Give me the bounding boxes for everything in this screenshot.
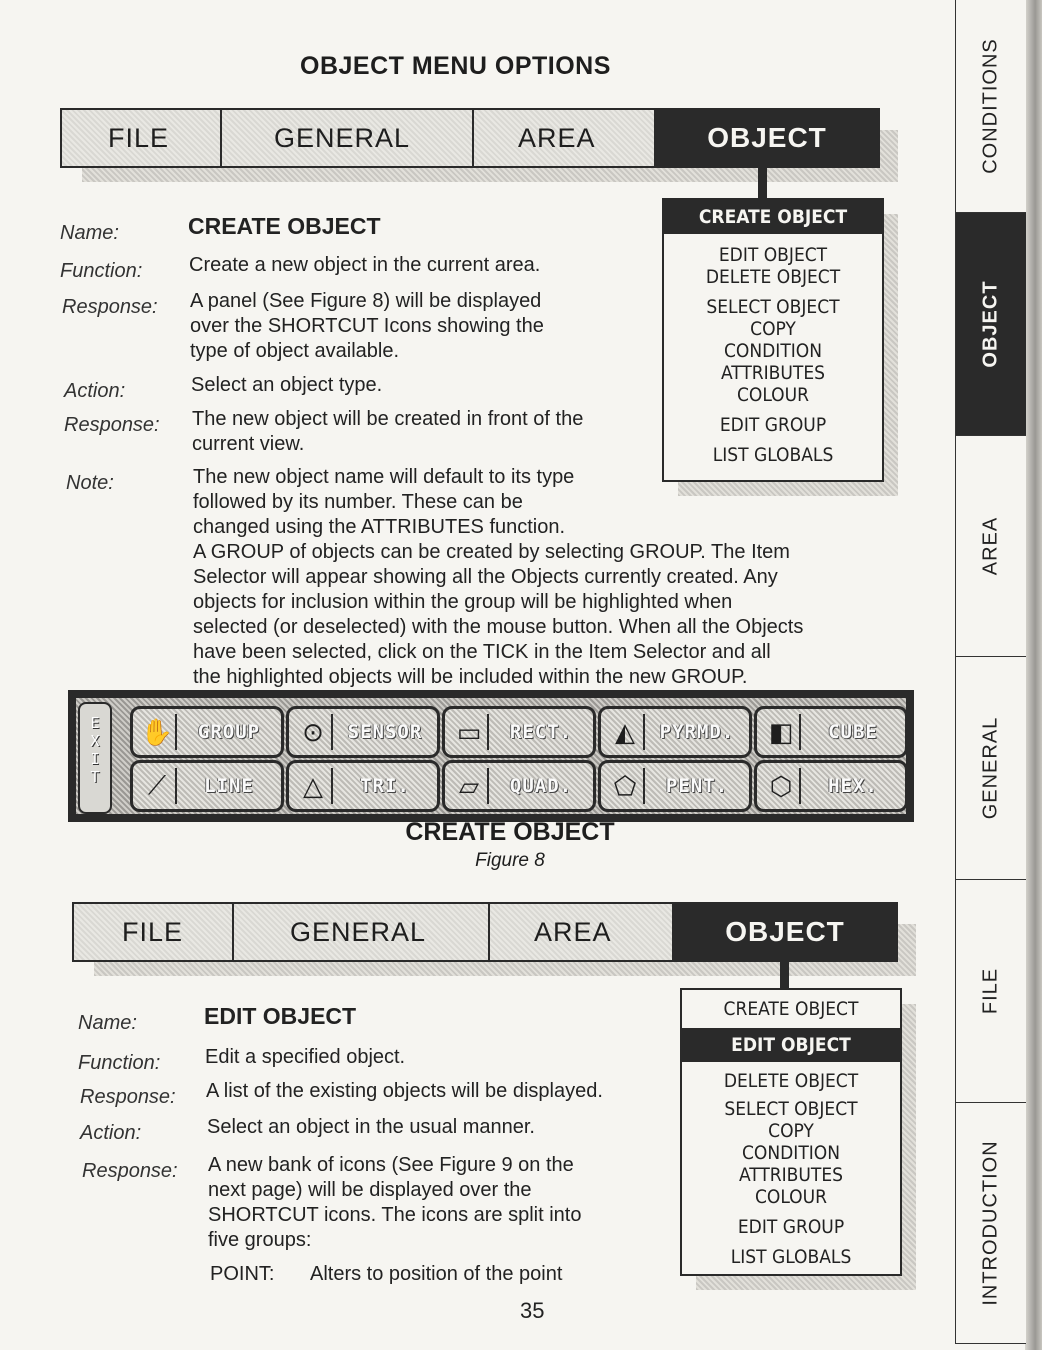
dropdown-item-select-object[interactable]: SELECT OBJECT — [724, 1098, 858, 1120]
menu-file[interactable]: FILE — [62, 110, 222, 166]
side-tab-label: CONDITIONS — [979, 38, 1002, 174]
menu-object[interactable]: OBJECT — [656, 110, 878, 166]
cube-icon: ◧ — [763, 714, 801, 750]
point-description: Alters to position of the point — [310, 1263, 563, 1285]
side-tab-introduction[interactable] — [955, 1103, 1026, 1344]
cube-button[interactable] — [754, 706, 908, 758]
menu-bar-top — [60, 108, 880, 168]
dropdown-item-edit-group[interactable]: EDIT GROUP — [719, 414, 827, 436]
text-line: changed using the ATTRIBUTES function. — [193, 516, 566, 538]
text-line: have been selected, click on the TICK in the Item Selector and all — [193, 641, 771, 663]
text-line: A new bank of icons (See Figure 9 on the — [208, 1154, 574, 1176]
button-label: PENT. — [665, 775, 729, 797]
label-function: Function: — [60, 260, 143, 282]
create-object-name: CREATE OBJECT — [188, 213, 381, 239]
figure-title: CREATE OBJECT — [405, 818, 615, 846]
dropdown-item-colour[interactable]: COLOUR — [736, 384, 810, 406]
label-action: Action: — [80, 1122, 142, 1144]
dropdown-item-condition[interactable]: CONDITION — [723, 340, 823, 362]
dropdown-item-delete-object[interactable]: DELETE OBJECT — [723, 1070, 859, 1092]
dropdown-item-edit-object[interactable]: EDIT OBJECT — [718, 244, 828, 266]
dropdown-item-select-object[interactable]: SELECT OBJECT — [706, 296, 840, 318]
button-label: SENSOR — [347, 721, 423, 743]
label-action: Action: — [64, 380, 126, 402]
text-line: The new object will be created in front of the — [192, 408, 584, 430]
pentagon-icon: ⬠ — [607, 768, 645, 804]
quad-button[interactable] — [442, 760, 596, 812]
button-label: GROUP — [197, 721, 261, 743]
label-response-2: Response: — [82, 1160, 178, 1182]
side-tab-general[interactable] — [955, 657, 1026, 880]
page-number: 35 — [520, 1298, 545, 1323]
label-response: Response: — [80, 1086, 176, 1108]
dropdown-item-attributes[interactable]: ATTRIBUTES — [721, 362, 825, 384]
side-tab-object[interactable] — [955, 213, 1026, 436]
quad-icon: ▱ — [451, 768, 489, 804]
label-response: Response: — [62, 296, 158, 318]
text-line: SHORTCUT icons. The icons are split into — [208, 1204, 582, 1226]
text-line: objects for inclusion within the group will be highlighted when — [193, 591, 733, 613]
side-tab-strip — [955, 0, 1042, 1350]
dropdown-item-list-globals[interactable]: LIST GLOBALS — [712, 444, 834, 466]
label-name: Name: — [60, 222, 119, 244]
figure-caption: Figure 8 — [475, 850, 545, 871]
dropdown-item-list-globals[interactable]: LIST GLOBALS — [730, 1246, 852, 1268]
create-object-icon-panel — [68, 690, 914, 822]
edit-object-action: Select an object in the usual manner. — [207, 1116, 535, 1138]
menu-bar-bottom — [72, 902, 898, 962]
tri-button[interactable] — [286, 760, 440, 812]
edit-object-response-2 — [208, 1153, 581, 1253]
button-label: HEX. — [828, 775, 878, 797]
text-line: followed by its number. These can be — [193, 491, 523, 513]
side-tab-label: INTRODUCTION — [979, 1140, 1002, 1306]
dropdown-item-copy[interactable]: COPY — [768, 1120, 814, 1142]
menu-area[interactable]: AREA — [490, 904, 674, 960]
exit-label: EXIT — [86, 714, 104, 786]
side-tab-label: FILE — [979, 967, 1002, 1015]
sensor-icon: ⊙ — [295, 714, 333, 750]
side-tab-label: GENERAL — [979, 716, 1002, 820]
menu-area[interactable]: AREA — [474, 110, 656, 166]
text-line: selected (or deselected) with the mouse button. When all the Objects — [193, 616, 804, 638]
text-line: next page) will be displayed over the — [208, 1179, 532, 1201]
menu-general[interactable]: GENERAL — [234, 904, 490, 960]
rectangle-icon: ▭ — [451, 714, 489, 750]
side-tab-label: OBJECT — [979, 280, 1002, 368]
hand-icon: ✋ — [139, 714, 177, 750]
dropdown-item-delete-object[interactable]: DELETE OBJECT — [705, 266, 841, 288]
pyramid-button[interactable] — [598, 706, 752, 758]
text-line: type of object available. — [190, 340, 400, 362]
object-dropdown-top — [662, 198, 884, 482]
create-object-response — [190, 289, 544, 364]
pyramid-icon: ◭ — [607, 714, 645, 750]
line-button[interactable] — [130, 760, 284, 812]
button-label: QUAD. — [509, 775, 573, 797]
text-line: over the SHORTCUT Icons showing the — [190, 315, 544, 337]
edit-object-response: A list of the existing objects will be displayed. — [206, 1080, 603, 1102]
point-term: POINT: — [210, 1263, 275, 1285]
button-label: LINE — [204, 775, 254, 797]
text-line: A GROUP of objects can be created by selecting GROUP. The Item — [193, 541, 790, 563]
create-object-action: Select an object type. — [191, 374, 383, 396]
menu-file[interactable]: FILE — [74, 904, 234, 960]
text-line: Selector will appear showing all the Objects currently created. Any — [193, 566, 778, 588]
hex-button[interactable] — [754, 760, 908, 812]
dropdown-item-create-object[interactable]: CREATE OBJECT — [664, 200, 882, 234]
edit-object-function: Edit a specified object. — [205, 1046, 406, 1068]
label-note: Note: — [66, 472, 114, 494]
pent-button[interactable] — [598, 760, 752, 812]
menu-general[interactable]: GENERAL — [222, 110, 474, 166]
menu-connector — [780, 954, 789, 990]
dropdown-item-colour[interactable]: COLOUR — [754, 1186, 828, 1208]
dropdown-item-edit-object[interactable]: EDIT OBJECT — [682, 1028, 900, 1062]
button-label: TRI. — [360, 775, 410, 797]
text-line: the highlighted objects will be included within the new GROUP. — [193, 666, 748, 688]
exit-button[interactable] — [78, 702, 112, 814]
object-dropdown-bottom — [680, 988, 902, 1276]
button-label: PYRMD. — [659, 721, 735, 743]
line-icon: ⟋ — [139, 768, 177, 804]
menu-object[interactable]: OBJECT — [674, 904, 896, 960]
dropdown-item-create-object[interactable]: CREATE OBJECT — [723, 998, 859, 1020]
dropdown-item-copy[interactable]: COPY — [750, 318, 796, 340]
sensor-button[interactable] — [286, 706, 440, 758]
triangle-icon: △ — [295, 768, 333, 804]
create-object-response-2 — [192, 407, 583, 457]
menu-connector — [758, 160, 767, 200]
dropdown-item-attributes[interactable]: ATTRIBUTES — [739, 1164, 843, 1186]
side-tab-area[interactable] — [955, 436, 1026, 657]
button-label: RECT. — [509, 721, 573, 743]
text-line: current view. — [192, 433, 305, 455]
label-function: Function: — [78, 1052, 161, 1074]
text-line: A panel (See Figure 8) will be displayed — [190, 290, 542, 312]
group-button[interactable] — [130, 706, 284, 758]
text-line: five groups: — [208, 1229, 312, 1251]
rect-button[interactable] — [442, 706, 596, 758]
create-object-note — [193, 465, 923, 690]
dropdown-item-edit-group[interactable]: EDIT GROUP — [737, 1216, 845, 1238]
button-label: CUBE — [828, 721, 878, 743]
side-tab-conditions[interactable] — [955, 0, 1026, 213]
label-name: Name: — [78, 1012, 137, 1034]
hexagon-icon: ⬡ — [763, 768, 801, 804]
page-title: OBJECT MENU OPTIONS — [300, 52, 611, 80]
dropdown-item-condition[interactable]: CONDITION — [741, 1142, 841, 1164]
side-tab-label: AREA — [979, 516, 1002, 576]
side-tab-file[interactable] — [955, 880, 1026, 1103]
label-response-2: Response: — [64, 414, 160, 436]
create-object-function: Create a new object in the current area. — [189, 254, 541, 276]
edit-object-name: EDIT OBJECT — [204, 1003, 357, 1029]
text-line: The new object name will default to its type — [193, 466, 575, 488]
